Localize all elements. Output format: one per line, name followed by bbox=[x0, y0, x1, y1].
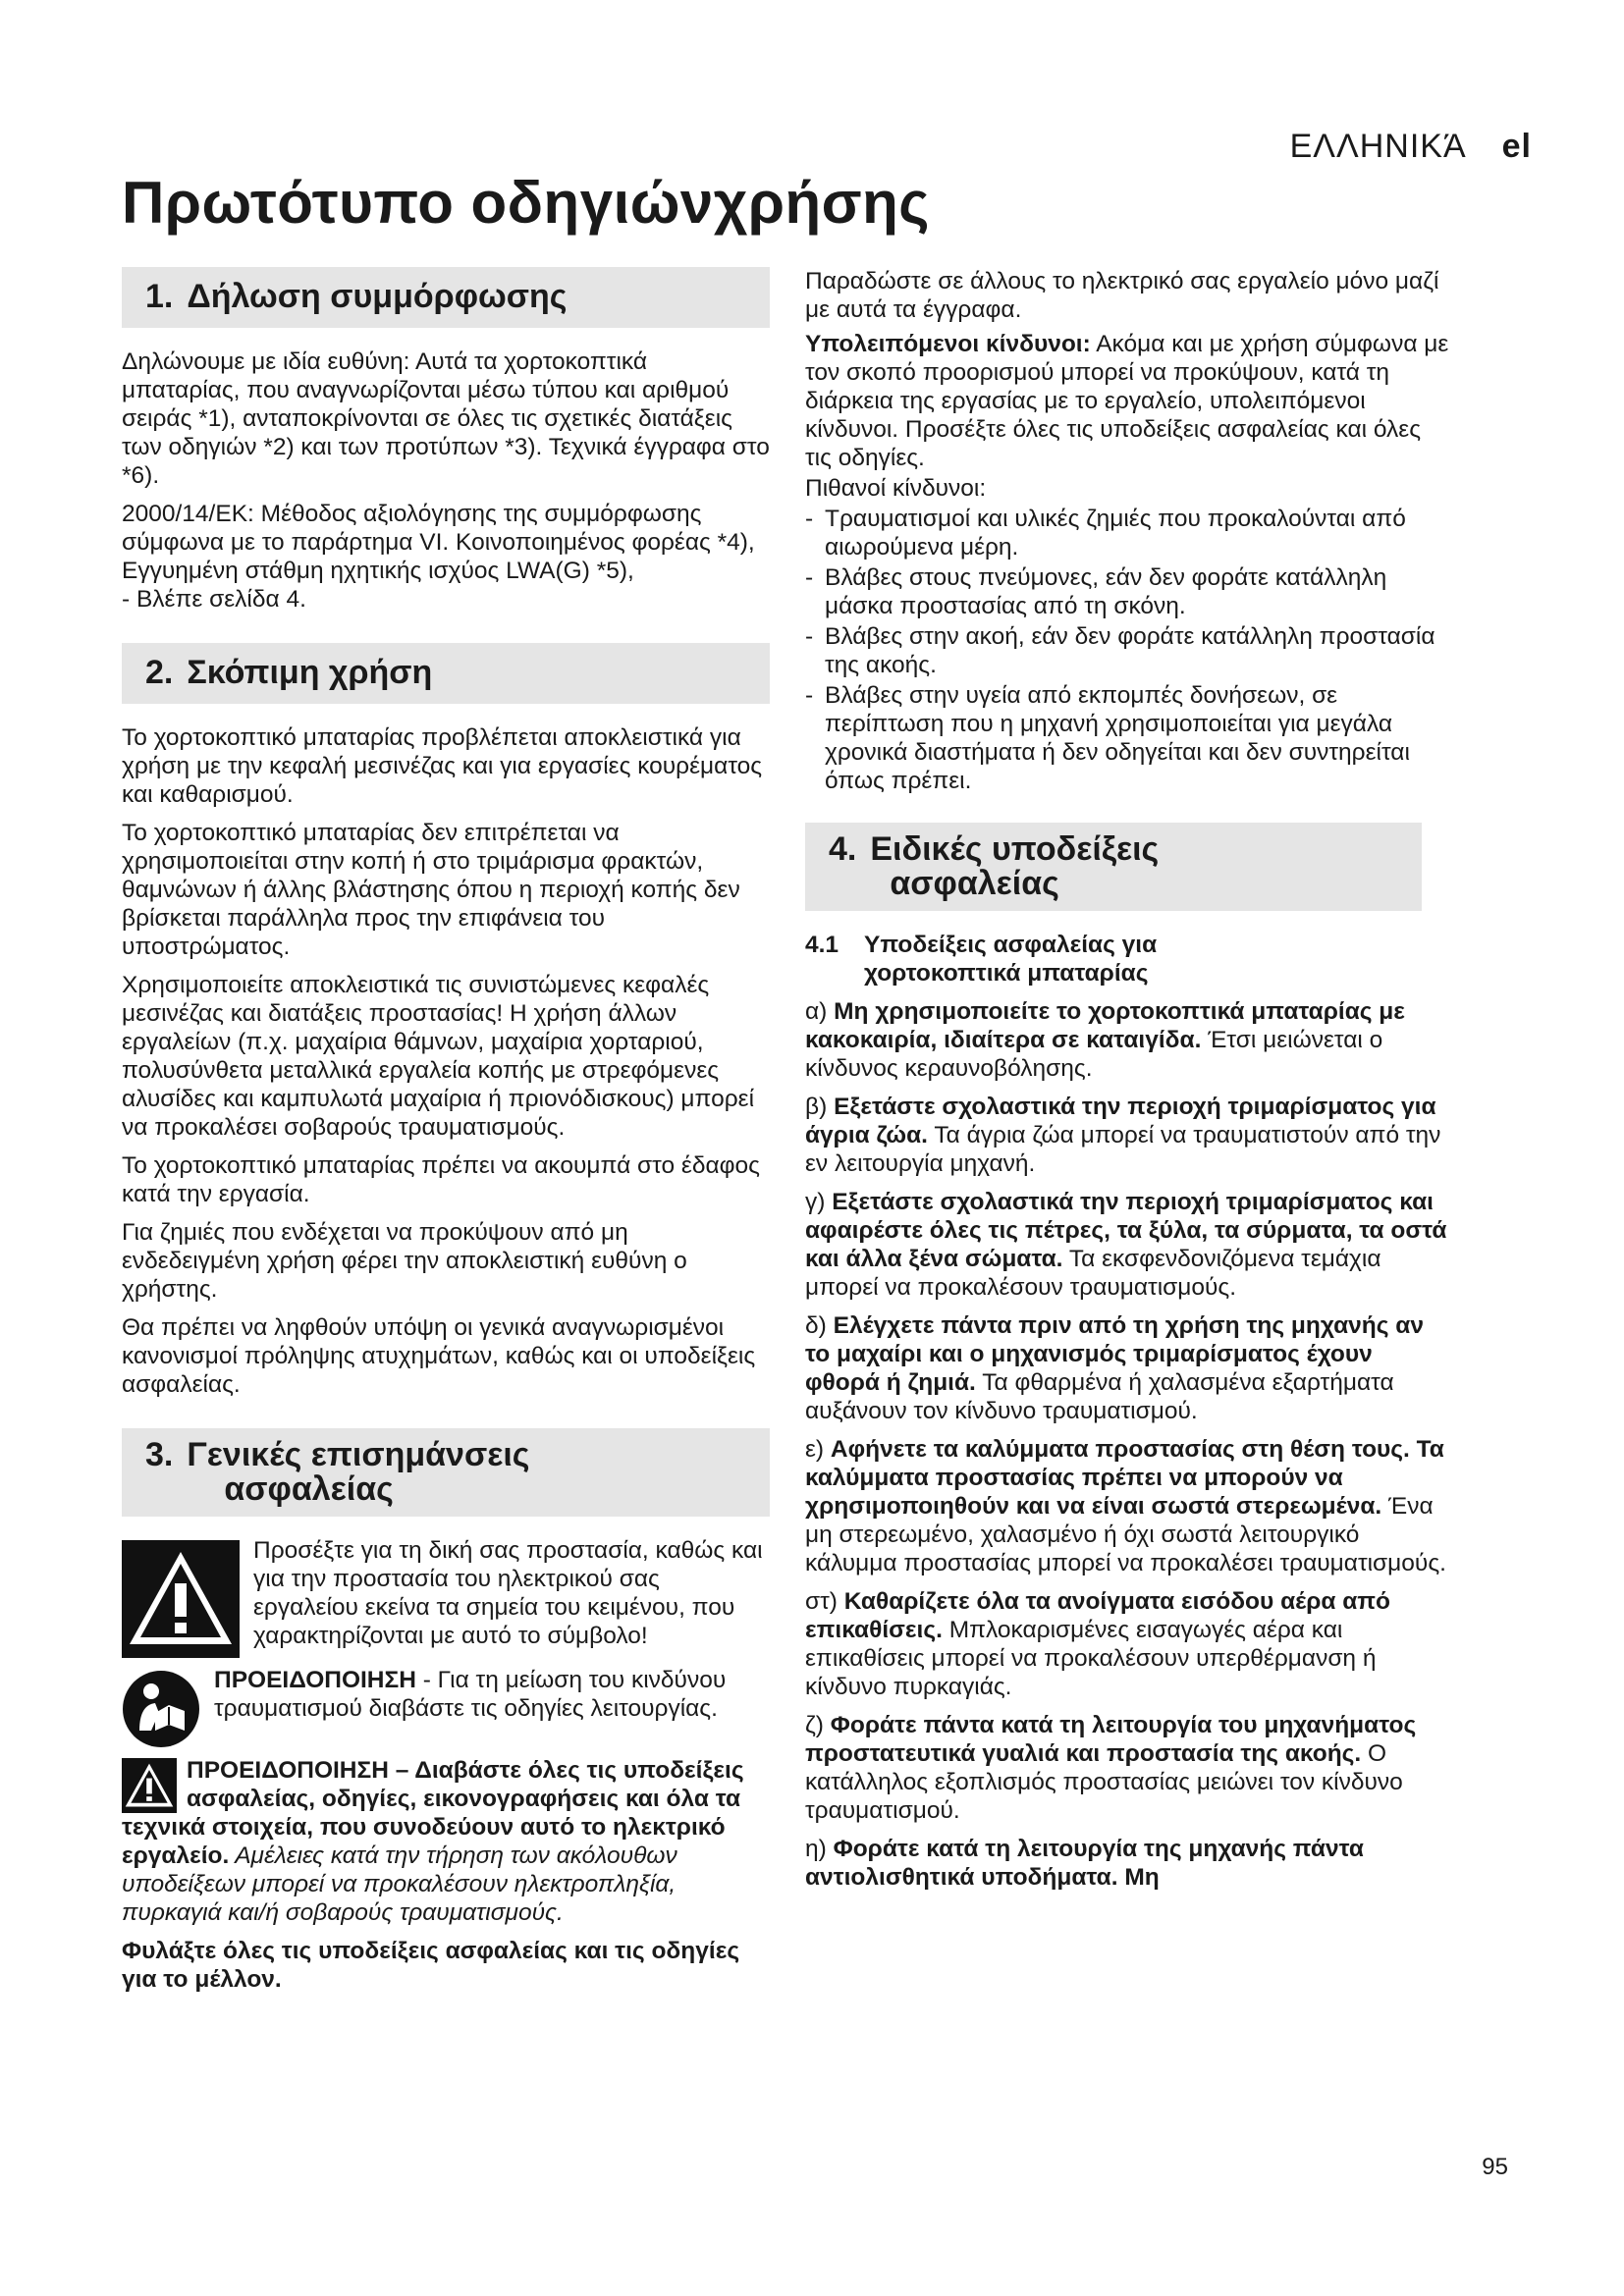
warning-symbol-block bbox=[122, 1536, 770, 1658]
subsection-title-line-2: χορτοκοπτικά μπαταρίας bbox=[864, 960, 1149, 987]
warning-triangle-icon bbox=[122, 1540, 240, 1658]
page-title: Πρωτότυπο οδηγιώνχρήσης bbox=[122, 170, 930, 236]
section-3-title-line-1: Γενικές επισημάνσεις bbox=[187, 1436, 530, 1473]
pass-on-paragraph: Παραδώστε σε άλλους το ηλεκτρικό σας εργαλείο μόνο μαζί με αυτά τα έγγραφα. bbox=[805, 268, 1439, 323]
residual-risks-text: Ακόμα και με χρήση σύμφωνα με τον σκοπό προορισμού μπορεί να προκύψουν, κατά τη διάρκεια της εργασίας με το εργαλείο, υπολειπόμενοι κίνδυνοι. Προσέξτε όλες τις υποδείξεις ασφαλείας και όλες τις οδηγίες. bbox=[805, 331, 1449, 471]
residual-risks-bold: Υπολειπόμενοι κίνδυνοι: bbox=[805, 331, 1091, 357]
safety-item-g: ζ) Φοράτε πάντα κατά τη λειτουργία του μηχανήματος προστατευτικά γυαλιά και προστασία της ακοής. Ο κατάλληλος εξοπλισμός προστασίας μειώνει τον κίνδυνο τραυματισμού. bbox=[805, 1712, 1417, 1824]
see-page-note: - Βλέπε σελίδα 4. bbox=[122, 586, 306, 613]
subsection-title-line-1: Υποδείξεις ασφαλείας για bbox=[864, 932, 1158, 958]
risk-item: - Βλάβες στην ακοή, εάν δεν φοράτε κατάλληλη προστασία της ακοής. bbox=[805, 623, 1435, 678]
intended-use-paragraph-2: Το χορτοκοπτικό μπαταρίας δεν επιτρέπεται να χρησιμοποιείται στην κοπή ή στο τριμάρισμα φρακτών, θαμνώνων ή άλλης βλάστησης όπου η περιοχή κοπής δεν βρίσκεται παράλληλα προς την επιφάνεια του υποστρώματος. bbox=[122, 820, 740, 960]
section-4-number: 4. bbox=[829, 830, 857, 868]
section-2-number: 2. bbox=[145, 654, 174, 691]
section-4-title-line-2: ασφαλείας bbox=[890, 865, 1059, 902]
section-3-number: 3. bbox=[145, 1436, 174, 1473]
language-label: ΕΛΛΗΝΙΚΆ el bbox=[1289, 128, 1532, 165]
general-warning-italic: Αμέλειες κατά την τήρηση των ακόλουθων υποδείξεων μπορεί να προκαλέσουν ηλεκτροπληξία, πυρκαγιά και/ή σοβαρούς τραυματισμούς. bbox=[122, 1842, 677, 1926]
safety-item-h: η) Φοράτε κατά τη λειτουργία της μηχανής πάντα αντιολισθητικά υποδήματα. Μη bbox=[805, 1836, 1364, 1891]
intended-use-paragraph-5: Για ζημιές που ενδέχεται να προκύψουν από μη ενδεδειγμένη χρήση φέρει την αποκλειστική ευθύνη ο χρήστης. bbox=[122, 1219, 687, 1303]
section-1-title: Δήλωση συμμόρφωσης bbox=[187, 278, 568, 315]
safety-item-f: στ) Καθαρίζετε όλα τα ανοίγματα εισόδου αέρα από επικαθίσεις. Μπλοκαρισμένες εισαγωγές αέρα και επικαθίσεις μπορεί να προκαλέσουν υπερθέρμανση ή κίνδυνο πυρκαγιάς. bbox=[805, 1588, 1391, 1700]
general-warning-block bbox=[122, 1756, 770, 1927]
declaration-paragraph: Δηλώνουμε με ιδία ευθύνη: Αυτά τα χορτοκοπτικά μπαταρίας, που αναγνωρίζονται μέσω τύπου και αριθμού σειράς *1), ανταποκρίνονται σε όλες τις σχετικές διατάξεις των οδηγιών *2) και των προτύπων *3). Τεχνικά έγγραφα στο *6). bbox=[122, 348, 770, 489]
read-manual-text: - Για τη μείωση του κινδύνου τραυματισμού διαβάστε τις οδηγίες λειτουργίας. bbox=[214, 1667, 727, 1722]
safety-item-c: γ) Εξετάστε σχολαστικά την περιοχή τριμαρίσματος και αφαιρέστε όλες τις πέτρες, τα ξύλα, τα σύρματα, τα οστά και άλλα ξένα σώματα. Τα εκσφενδονιζόμενα τεμάχια μπορεί να προκαλέσουν τραυματισμούς. bbox=[805, 1189, 1447, 1301]
safety-item-b: β) Εξετάστε σχολαστικά την περιοχή τριμαρίσματος για άγρια ζώα. Τα άγρια ζώα μπορεί να τραυματιστούν από την εν λειτουργία μηχανή. bbox=[805, 1094, 1441, 1177]
intended-use-paragraph-1: Το χορτοκοπτικό μπαταρίας προβλέπεται αποκλειστικά για χρήση με την κεφαλή μεσινέζας και για εργασίες κουρέματος και καθαρισμού. bbox=[122, 724, 763, 808]
subsection-number: 4.1 bbox=[805, 932, 839, 958]
page-number: 95 bbox=[1482, 2154, 1508, 2180]
section-4-heading bbox=[805, 823, 1422, 911]
risk-item: - Τραυματισμοί και υλικές ζημιές που προκαλούνται από αιωρούμενα μέρη. bbox=[805, 506, 1406, 561]
risk-item: - Βλάβες στους πνεύμονες, εάν δεν φοράτε κατάλληλη μάσκα προστασίας από τη σκόνη. bbox=[805, 564, 1387, 619]
risk-item: - Βλάβες στην υγεία από εκπομπές δονήσεων, σε περίπτωση που η μηχανή χρησιμοποιείται για μεγάλα χρονικά διαστήματα ή δεν οδηγείται και δεν συντηρείται όπως πρέπει. bbox=[805, 682, 1410, 794]
intended-use-paragraph-6: Θα πρέπει να ληφθούν υπόψη οι γενικά αναγνωρισμένοι κανονισμοί πρόληψης ατυχημάτων, καθώς και οι υποδείξεις ασφαλείας. bbox=[122, 1314, 756, 1398]
section-1-number: 1. bbox=[145, 278, 174, 315]
intended-use-paragraph-3: Χρησιμοποιείτε αποκλειστικά τις συνιστώμενες κεφαλές μεσινέζας και διατάξεις προστασίας! Η χρήση άλλων εργαλείων (π.χ. μαχαίρια θάμνων, μαχαίρια χορταριού, πολυσύνθετα μεταλλικά εργαλεία κοπής με στρεφόμενες αλυσίδες και καμπυλωτά μαχαίρια ή πριονόδισκους) μπορεί να προκαλέσει σοβαρούς τραυματισμούς. bbox=[122, 972, 755, 1141]
safety-item-e: ε) Αφήνετε τα καλύμματα προστασίας στη θέση τους. Τα καλύμματα προστασίας πρέπει να μπορούν να χρησιμοποιηθούν και να είναι σωστά στερεωμένα. Ένα μη στερεωμένο, χαλασμένο ή όχι σωστά λειτουργικό κάλυμμα προστασίας μπορεί να προκαλέσει τραυματισμούς. bbox=[805, 1436, 1446, 1576]
section-2-title: Σκόπιμη χρήση bbox=[187, 654, 433, 691]
intended-use-paragraph-4: Το χορτοκοπτικό μπαταρίας πρέπει να ακουμπά στο έδαφος κατά την εργασία. bbox=[122, 1152, 760, 1207]
small-warning-triangle-icon bbox=[122, 1758, 177, 1813]
section-1-heading bbox=[122, 267, 770, 328]
possible-risks-label: Πιθανοί κίνδυνοι: bbox=[805, 475, 987, 502]
section-4-title-line-1: Ειδικές υποδείξεις bbox=[870, 830, 1160, 868]
left-column bbox=[122, 267, 770, 2003]
language-code: el bbox=[1501, 128, 1532, 165]
warning-symbol-text: Προσέξτε για τη δική σας προστασία, καθώς και για την προστασία του ηλεκτρικού σας εργαλείου εκείνα τα σημεία του κειμένου, που χαρακτηρίζονται με αυτό το σύμβολο! bbox=[253, 1537, 763, 1649]
subsection-4-1-heading bbox=[805, 931, 1453, 988]
section-2-heading bbox=[122, 643, 770, 704]
section-3-title-line-2: ασφαλείας bbox=[224, 1470, 394, 1508]
safety-item-a: α) Μη χρησιμοποιείτε το χορτοκοπτικά μπαταρίας με κακοκαιρία, ιδιαίτερα σε καταιγίδα. Έτσι μειώνεται ο κίνδυνος κεραυνοβόλησης. bbox=[805, 998, 1405, 1082]
safety-item-d: δ) Ελέγχετε πάντα πριν από τη χρήση της μηχανής αν το μαχαίρι και ο μηχανισμός τριμαρίσματος έχουν φθορά ή ζημιά. Τα φθαρμένα ή χαλασμένα εξαρτήματα αυξάνουν τον κίνδυνο τραυματισμού. bbox=[805, 1312, 1424, 1424]
keep-instructions: Φυλάξτε όλες τις υποδείξεις ασφαλείας και τις οδηγίες για το μέλλον. bbox=[122, 1938, 740, 1993]
read-manual-icon bbox=[122, 1670, 200, 1748]
general-warning-bold: ΠΡΟΕΙΔΟΠΟΙΗΣΗ – Διαβάστε όλες τις υποδείξεις ασφαλείας, οδηγίες, εικονογραφήσεις και όλα τα τεχνικά στοιχεία, που συνοδεύουν αυτό το ηλεκτρικό εργαλείο. bbox=[122, 1757, 744, 1869]
section-3-heading bbox=[122, 1428, 770, 1517]
read-manual-bold: ΠΡΟΕΙΔΟΠΟΙΗΣΗ bbox=[214, 1667, 416, 1693]
directive-paragraph: 2000/14/ΕΚ: Μέθοδος αξιολόγησης της συμμόρφωσης σύμφωνα με το παράρτημα VI. Κοινοποιημένος φορέας *4), Εγγυημένη στάθμη ηχητικής ισχύος LWA(G) *5), bbox=[122, 501, 755, 584]
read-manual-block bbox=[122, 1666, 770, 1748]
right-column bbox=[805, 267, 1453, 1901]
